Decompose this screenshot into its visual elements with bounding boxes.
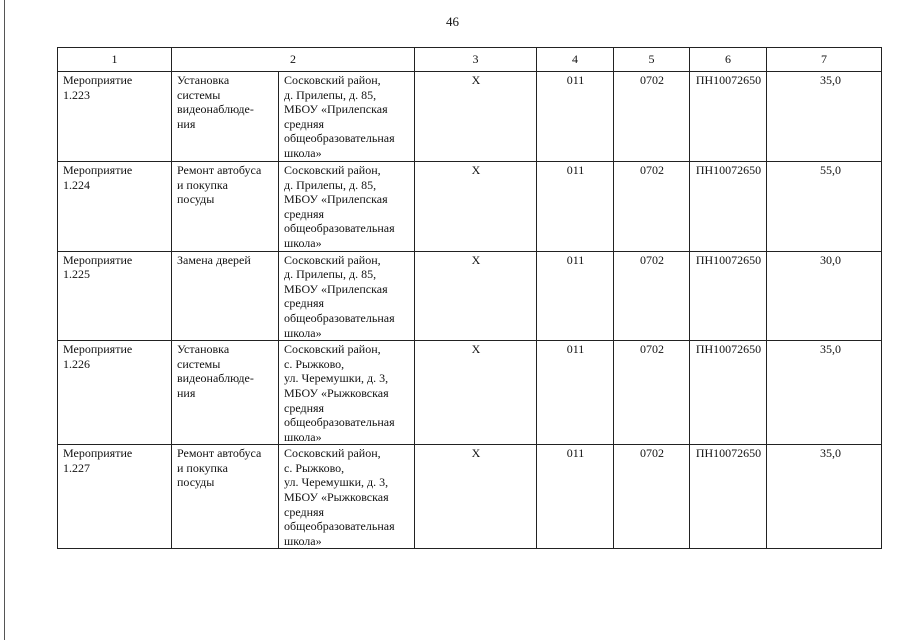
event-cell: Мероприятие 1.226 (58, 341, 172, 445)
col6-cell: ПН10072650 (690, 72, 767, 162)
event-cell: Мероприятие 1.225 (58, 251, 172, 341)
col6-cell: ПН10072650 (690, 251, 767, 341)
table-row (58, 72, 882, 162)
header-cell-5: 5 (614, 48, 690, 72)
col7-cell: 35,0 (767, 445, 882, 549)
work-cell: Ремонт автобуса и покупка посуды (172, 162, 279, 252)
col5-cell: 0702 (614, 341, 690, 445)
event-cell: Мероприятие 1.227 (58, 445, 172, 549)
address-cell: Сосковский район, с. Рыжково, ул. Черемушки, д. 3, МБОУ «Рыжковская средняя общеобразовательная школа» (279, 445, 415, 549)
header-cell-3: 3 (415, 48, 537, 72)
col3-cell: Х (415, 341, 537, 445)
col4-cell: 011 (537, 162, 614, 252)
col3-cell: Х (415, 72, 537, 162)
address-cell: Сосковский район, с. Рыжково, ул. Черемушки, д. 3, МБОУ «Рыжковская средняя общеобразовательная школа» (279, 341, 415, 445)
work-cell: Замена дверей (172, 251, 279, 341)
header-cell-1: 1 (58, 48, 172, 72)
work-cell: Установка системы видеонаблюде- ния (172, 341, 279, 445)
budget-table (57, 47, 882, 549)
table-row (58, 162, 882, 252)
header-cell-4: 4 (537, 48, 614, 72)
col7-cell: 30,0 (767, 251, 882, 341)
work-cell: Ремонт автобуса и покупка посуды (172, 445, 279, 549)
col6-cell: ПН10072650 (690, 445, 767, 549)
event-cell: Мероприятие 1.224 (58, 162, 172, 252)
col5-cell: 0702 (614, 162, 690, 252)
header-cell-6: 6 (690, 48, 767, 72)
col4-cell: 011 (537, 341, 614, 445)
address-cell: Сосковский район, д. Прилепы, д. 85, МБОУ «Прилепская средняя общеобразовательная школа» (279, 162, 415, 252)
col3-cell: Х (415, 445, 537, 549)
header-cell-2: 2 (172, 48, 415, 72)
address-cell: Сосковский район, д. Прилепы, д. 85, МБОУ «Прилепская средняя общеобразовательная школа» (279, 72, 415, 162)
header-row (58, 48, 882, 72)
address-cell: Сосковский район, д. Прилепы, д. 85, МБОУ «Прилепская средняя общеобразовательная школа» (279, 251, 415, 341)
table-row (58, 341, 882, 445)
col7-cell: 35,0 (767, 72, 882, 162)
col4-cell: 011 (537, 445, 614, 549)
col3-cell: Х (415, 162, 537, 252)
work-cell: Установка системы видеонаблюде- ния (172, 72, 279, 162)
col6-cell: ПН10072650 (690, 341, 767, 445)
page-edge-line (4, 0, 5, 640)
header-cell-7: 7 (767, 48, 882, 72)
col5-cell: 0702 (614, 72, 690, 162)
col6-cell: ПН10072650 (690, 162, 767, 252)
table-row (58, 445, 882, 549)
page-number: 46 (446, 14, 459, 29)
table-row (58, 251, 882, 341)
col7-cell: 55,0 (767, 162, 882, 252)
col3-cell: Х (415, 251, 537, 341)
col4-cell: 011 (537, 72, 614, 162)
col5-cell: 0702 (614, 445, 690, 549)
col7-cell: 35,0 (767, 341, 882, 445)
col5-cell: 0702 (614, 251, 690, 341)
col4-cell: 011 (537, 251, 614, 341)
event-cell: Мероприятие 1.223 (58, 72, 172, 162)
